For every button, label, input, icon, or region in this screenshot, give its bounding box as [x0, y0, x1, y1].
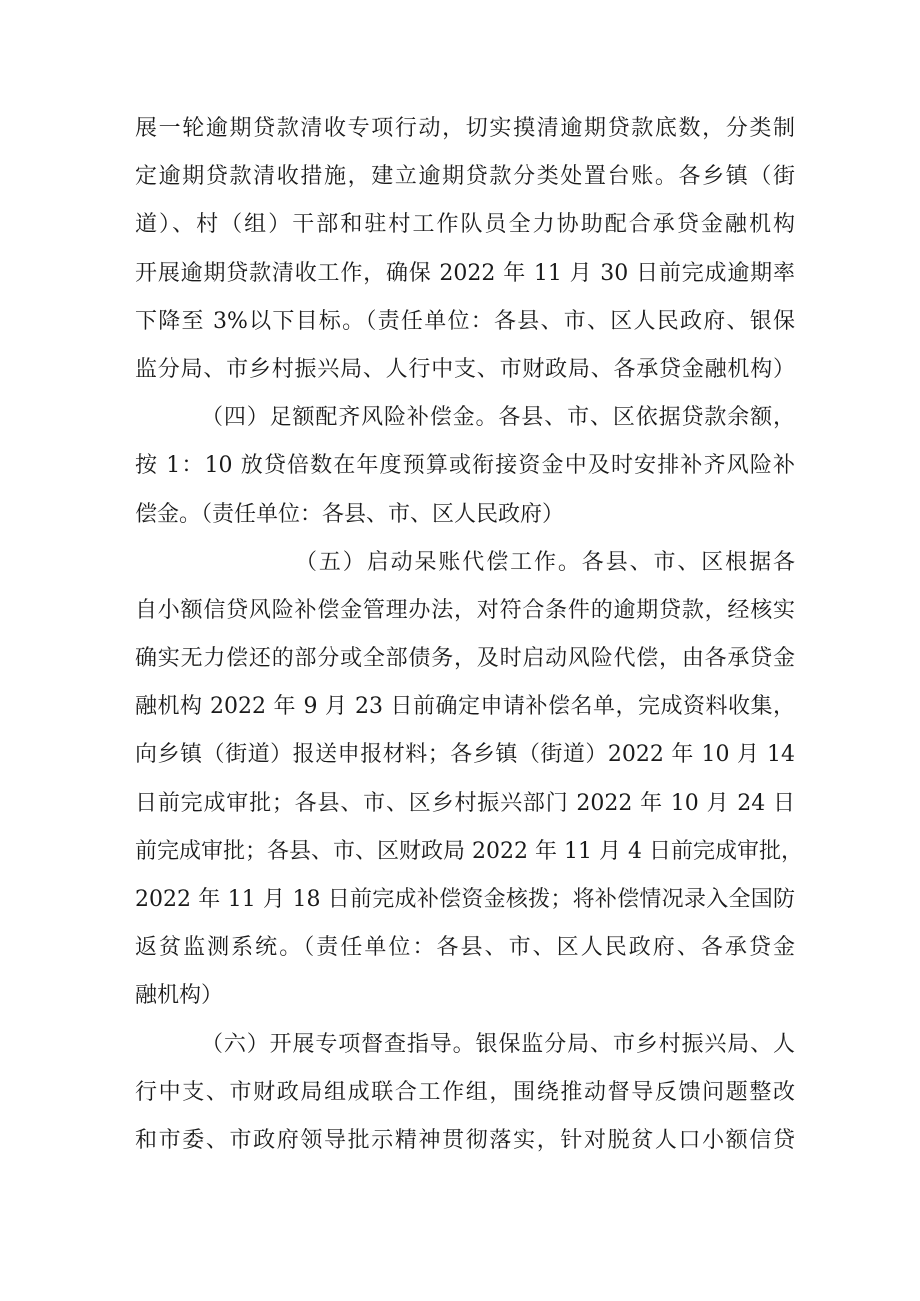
- text-line: 展一轮逾期贷款清收专项行动，切实摸清逾期贷款底数，分类制: [135, 116, 795, 141]
- text-line: 偿金。（责任单位：各县、市、区人民政府）: [135, 501, 565, 527]
- text-line: 返贫监测系统。（责任单位：各县、市、区人民政府、各承贷金: [135, 935, 795, 961]
- text-line: 下降至 3%以下目标。（责任单位：各县、市、区人民政府、银保: [135, 308, 795, 334]
- text-line: 前完成审批；各县、市、区财政局 2022 年 11 月 4 日前完成审批，: [135, 838, 803, 864]
- text-line: 行中支、市财政局组成联合工作组，围绕推动督导反馈问题整改: [135, 1079, 795, 1105]
- paragraph-4: [135, 394, 795, 539]
- text-line: 确实无力偿还的部分或全部债务，及时启动风险代偿，由各承贷金: [135, 646, 795, 672]
- document-body: [135, 105, 803, 1165]
- text-line: 自小额信贷风险补偿金管理办法，对符合条件的逾期贷款，经核实: [135, 597, 795, 623]
- text-line: 开展逾期贷款清收工作，确保 2022 年 11 月 30 日前完成逾期率: [135, 260, 795, 286]
- text-line: 融机构）: [135, 983, 224, 1009]
- text-line: 道）、村（组）干部和驻村工作队员全力协助配合承贷金融机构: [135, 212, 795, 238]
- text-line: 按 1：10 放贷倍数在年度预算或衔接资金中及时安排补齐风险补: [135, 453, 795, 479]
- paragraph-5: [135, 539, 803, 1021]
- paragraph-first-line: （六）开展专项督查指导。银保监分局、市乡村振兴局、人: [201, 1031, 795, 1057]
- text-line: 融机构 2022 年 9 月 23 日前确定申请补偿名单，完成资料收集，: [135, 694, 795, 720]
- text-line: 定逾期贷款清收措施，建立逾期贷款分类处置台账。各乡镇（街: [135, 164, 795, 190]
- text-line: 2022 年 11 月 18 日前完成补偿资金核拨；将补偿情况录入全国防: [135, 887, 795, 912]
- text-line: 日前完成审批；各县、市、区乡村振兴部门 2022 年 10 月 24 日: [135, 790, 795, 816]
- paragraph-continued: [135, 105, 795, 394]
- text-line: 向乡镇（街道）报送申报材料；各乡镇（街道）2022 年 10 月 14: [135, 742, 795, 768]
- text-line: 和市委、市政府领导批示精神贯彻落实，针对脱贫人口小额信贷: [135, 1127, 795, 1153]
- paragraph-first-line: （四）足额配齐风险补偿金。各县、市、区依据贷款余额，: [201, 405, 795, 431]
- paragraph-first-line: （五）启动呆账代偿工作。各县、市、区根据各: [295, 549, 795, 575]
- paragraph-6: [135, 1021, 795, 1166]
- text-line: 监分局、市乡村振兴局、人行中支、市财政局、各承贷金融机构）: [135, 356, 795, 382]
